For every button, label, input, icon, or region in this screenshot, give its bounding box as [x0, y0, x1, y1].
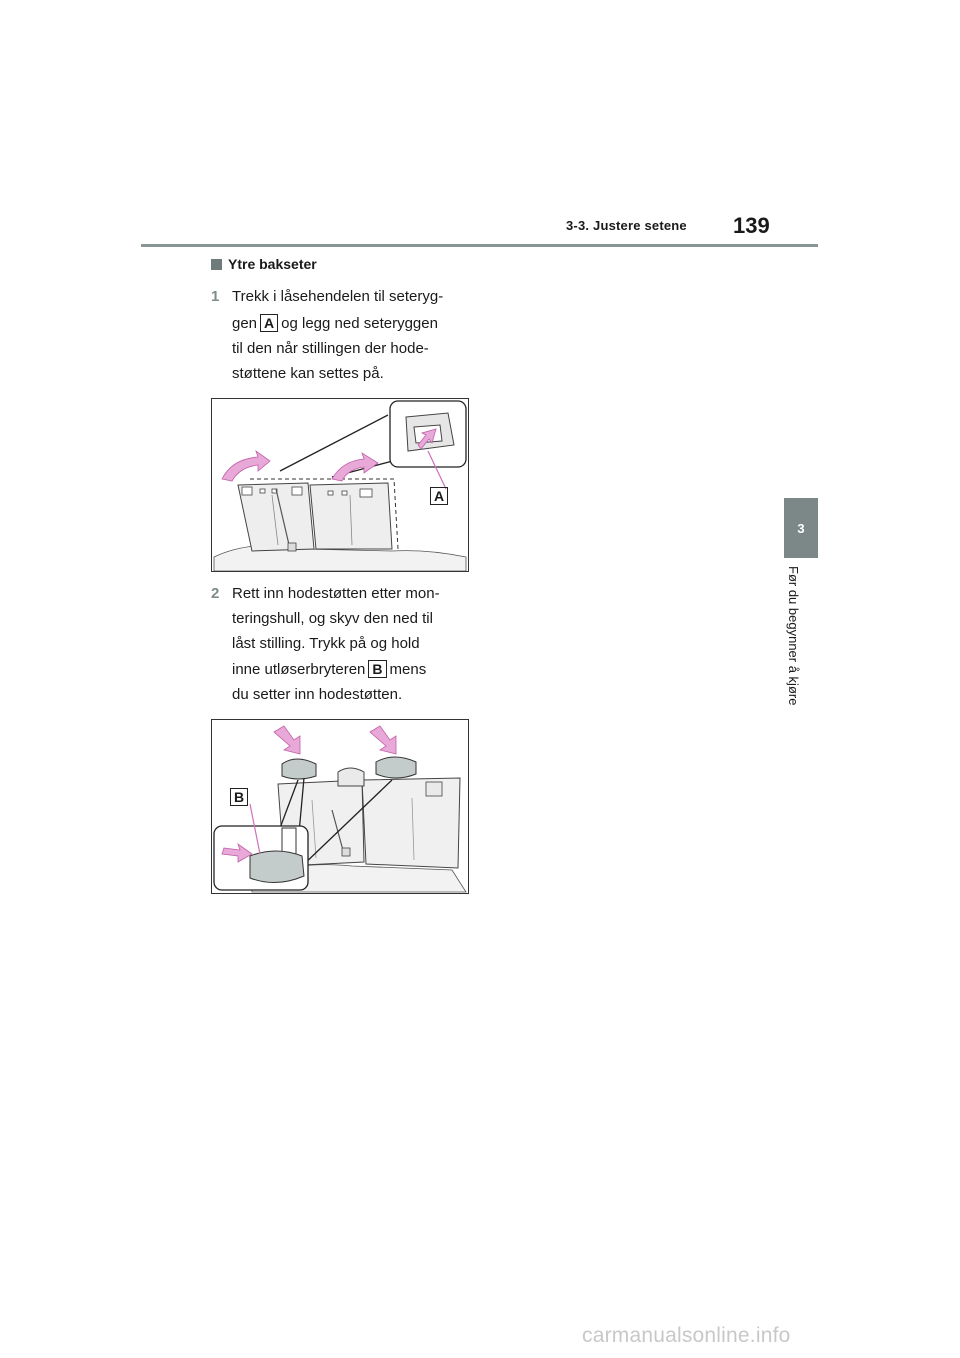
step-text-line — [232, 660, 426, 678]
step-text-line: du setter inn hodestøtten. — [232, 686, 403, 703]
figure-label-b: B — [230, 788, 248, 806]
chapter-title: Før du begynner å kjøre — [786, 566, 801, 706]
step-text-line: låst stilling. Trykk på og hold — [232, 635, 420, 652]
callout-badge-b: B — [368, 660, 386, 678]
step-text-line: Trekk i låsehendelen til seteryg- — [232, 288, 444, 305]
footer-watermark: carmanualsonline.info — [582, 1324, 791, 1347]
text-segment: inne utløserbryteren — [232, 661, 366, 678]
figure-label-a: A — [430, 487, 448, 505]
subsection-heading — [211, 256, 317, 272]
step-text-line: Rett inn hodestøtten etter mon- — [232, 585, 440, 602]
header-rule — [141, 244, 818, 247]
step-text-line: støttene kan settes på. — [232, 365, 384, 382]
step-text-line: teringshull, og skyv den ned til — [232, 610, 433, 627]
step-text-line: til den når stillingen der hode- — [232, 340, 429, 357]
figure-seatback-fold — [211, 398, 469, 572]
page-number: 139 — [733, 213, 770, 238]
figure-headrest-install — [211, 719, 469, 894]
square-bullet-icon — [211, 259, 222, 270]
seatback-illustration — [212, 399, 468, 571]
step-number: 1 — [211, 288, 220, 305]
text-segment: mens — [389, 661, 427, 678]
step-number: 2 — [211, 585, 220, 602]
chapter-tab[interactable] — [784, 498, 818, 558]
text-segment: og legg ned seteryggen — [281, 315, 438, 332]
headrest-illustration — [212, 720, 468, 893]
chapter-number: 3 — [797, 520, 805, 536]
step-text-line — [232, 314, 438, 332]
heading-text: Ytre bakseter — [228, 256, 317, 272]
callout-badge-a: A — [260, 314, 278, 332]
text-segment: gen — [232, 315, 258, 332]
section-title: 3-3. Justere setene — [566, 218, 687, 233]
